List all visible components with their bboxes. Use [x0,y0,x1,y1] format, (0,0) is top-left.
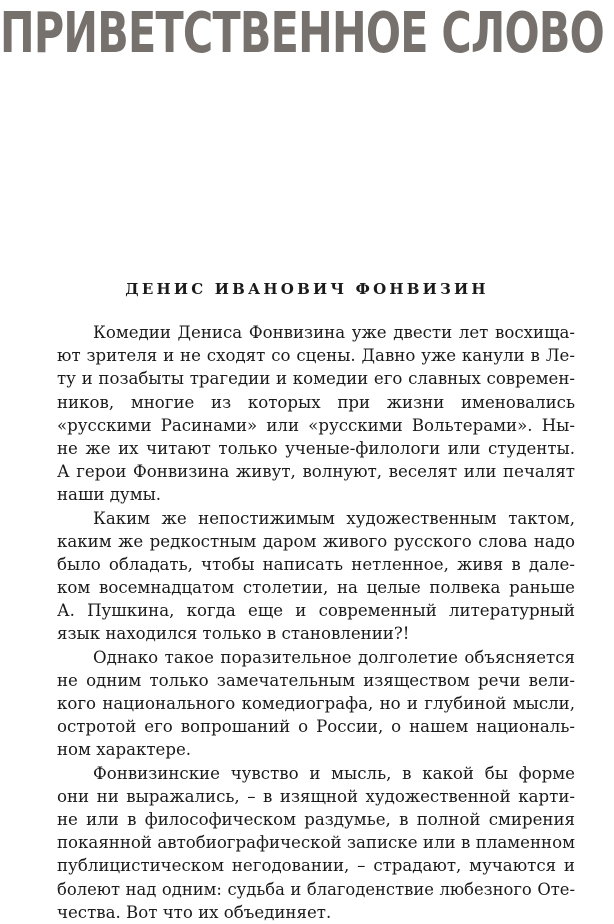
text-line: Однако такое поразительное долголетие объясняется [93,647,575,667]
text-line: ту и позабыты трагедии и комедии его славных современ- [57,369,575,389]
text-line: не или в философическом раздумье, в полной смирения [57,809,575,829]
text-line: кого национального комедиографа, но и глубиной мысли, [57,694,575,713]
paragraph-1 [57,321,575,507]
body-text [57,321,575,924]
text-line: «русскими Расинами» или «русскими Вольтерами». Ны- [57,415,575,435]
section-heading: ДЕНИС ИВАНОВИЧ ФОНВИЗИН [125,280,489,298]
text-line: чества. Вот что их объединяет. [57,902,332,922]
page-title: ПРИВЕТСТВЕННОЕ СЛОВО [0,1,604,66]
text-line: каким же редкостным даром живого русского слова надо [57,531,575,551]
text-line: Комедии Дениса Фонвизина уже двести лет восхища- [93,323,575,342]
text-line: наши думы. [57,485,162,505]
text-line: ников, многие из которых при жизни именовались [57,392,575,412]
text-line: ют зрителя и не сходят со сцены. Давно уже канули в Ле- [57,346,575,366]
text-line: Каким же непостижимым художественным тактом, [93,508,575,528]
text-line: болеют над одним: судьба и благоденствие любезного Оте- [57,879,575,899]
text-line: они ни выражались, – в изящной художественной карти- [57,786,575,806]
text-line: покаянной автобиографической записке или в пламенном [57,833,575,853]
text-line: не одним только замечательным изяществом речи вели- [57,670,575,690]
paragraph-4 [57,762,575,924]
text-line: было обладать, чтобы написать нетленное, живя в дале- [57,554,575,574]
text-line: язык находился только в становлении?! [57,624,410,644]
text-line: публицистическом негодовании, – страдают, мучаются и [57,856,575,876]
text-line: ком восемнадцатом столетии, на целые полвека раньше [57,578,575,598]
text-line: Фонвизинские чувство и мысль, в какой бы форме [93,763,575,783]
text-line: ном характере. [57,740,192,760]
text-line: А. Пушкина, когда еще и современный литературный [57,601,575,621]
text-line: А герои Фонвизина живут, волнуют, веселят или печалят [57,462,575,482]
text-line: не же их читают только ученые-филологи или студенты. [57,438,575,458]
paragraph-3 [57,646,575,762]
text-line: остротой его вопрошаний о России, о нашем националь- [57,717,575,737]
paragraph-2 [57,507,575,646]
